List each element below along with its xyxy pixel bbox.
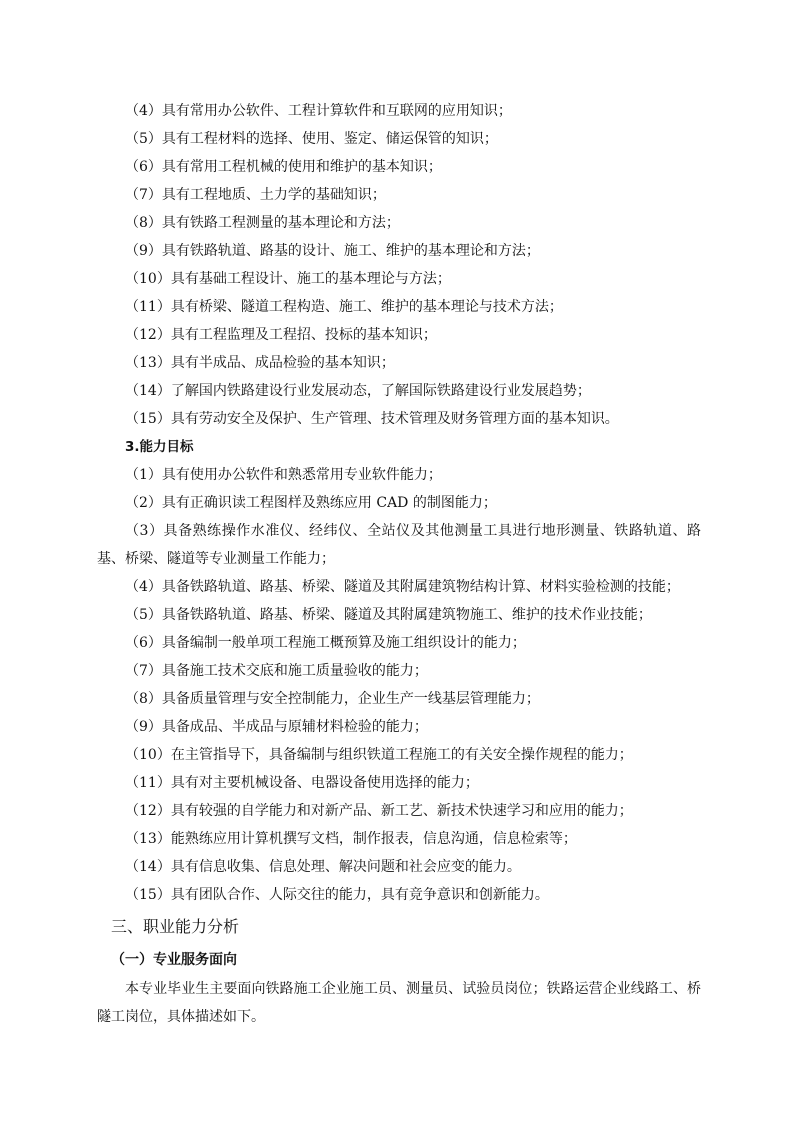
list-item: （11）具有对主要机械设备、电器设备使用选择的能力；	[125, 775, 479, 791]
list-item: （7）具有工程地质、土力学的基础知识；	[125, 187, 386, 203]
list-item: （8）具有铁路工程测量的基本理论和方法；	[125, 215, 400, 231]
list-item: （13）具有半成品、成品检验的基本知识；	[125, 355, 395, 371]
list-item: （1）具有使用办公软件和熟悉常用专业软件能力；	[125, 467, 442, 483]
list-item: （9）具有铁路轨道、路基的设计、施工、维护的基本理论和方法；	[125, 243, 540, 259]
body-paragraph: 本专业毕业生主要面向铁路施工企业施工员、测量员、试验员岗位；铁路运营企业线路工、桥隧工岗位，具体描述如下。	[97, 981, 701, 1025]
list-item: （4）具有常用办公软件、工程计算软件和互联网的应用知识；	[125, 103, 512, 119]
list-item: （15）具有团队合作、人际交往的能力，具有竞争意识和创新能力。	[125, 887, 549, 903]
list-item: （6）具有常用工程机械的使用和维护的基本知识；	[125, 159, 442, 175]
ability-list	[97, 461, 701, 909]
list-item: （3）具备熟练操作水准仪、经纬仪、全站仪及其他测量工具进行地形测量、铁路轨道、路基、桥梁、隧道等专业测量工作能力；	[97, 523, 701, 567]
subsection-heading: （一）专业服务面向	[111, 952, 237, 968]
list-item: （8）具备质量管理与安全控制能力，企业生产一线基层管理能力；	[125, 691, 540, 707]
list-item: （14）具有信息收集、信息处理、解决问题和社会应变的能力。	[125, 859, 521, 875]
list-item: （12）具有工程监理及工程招、投标的基本知识；	[125, 327, 437, 343]
list-item: （6）具备编制一般单项工程施工概预算及施工组织设计的能力；	[125, 635, 526, 651]
document-page	[97, 97, 701, 1031]
list-item: （5）具有工程材料的选择、使用、鉴定、储运保管的知识；	[125, 131, 498, 147]
list-item: （12）具有较强的自学能力和对新产品、新工艺、新技术快速学习和应用的能力；	[125, 803, 633, 819]
list-item: （14）了解国内铁路建设行业发展动态，了解国际铁路建设行业发展趋势；	[125, 383, 591, 399]
list-item: （5）具备铁路轨道、路基、桥梁、隧道及其附属建筑物施工、维护的技术作业技能；	[125, 607, 652, 623]
list-item: （11）具有桥梁、隧道工程构造、施工、维护的基本理论与技术方法；	[125, 299, 563, 315]
list-item: （10）在主管指导下，具备编制与组织铁道工程施工的有关安全操作规程的能力；	[125, 747, 633, 763]
knowledge-list	[97, 97, 701, 433]
list-item: （7）具备施工技术交底和施工质量验收的能力；	[125, 663, 428, 679]
list-item: （2）具有正确识读工程图样及熟练应用 CAD 的制图能力；	[125, 495, 497, 511]
ability-heading: 3.能力目标	[125, 439, 194, 455]
list-item: （13）能熟练应用计算机撰写文档，制作报表，信息沟通，信息检索等；	[125, 831, 577, 847]
list-item: （10）具有基础工程设计、施工的基本理论与方法；	[125, 271, 451, 287]
section-heading: 三、职业能力分析	[111, 917, 240, 936]
list-item: （15）具有劳动安全及保护、生产管理、技术管理及财务管理方面的基本知识。	[125, 411, 619, 427]
list-item: （9）具备成品、半成品与原辅材料检验的能力；	[125, 719, 428, 735]
list-item: （4）具备铁路轨道、路基、桥梁、隧道及其附属建筑物结构计算、材料实验检测的技能；	[125, 579, 680, 595]
